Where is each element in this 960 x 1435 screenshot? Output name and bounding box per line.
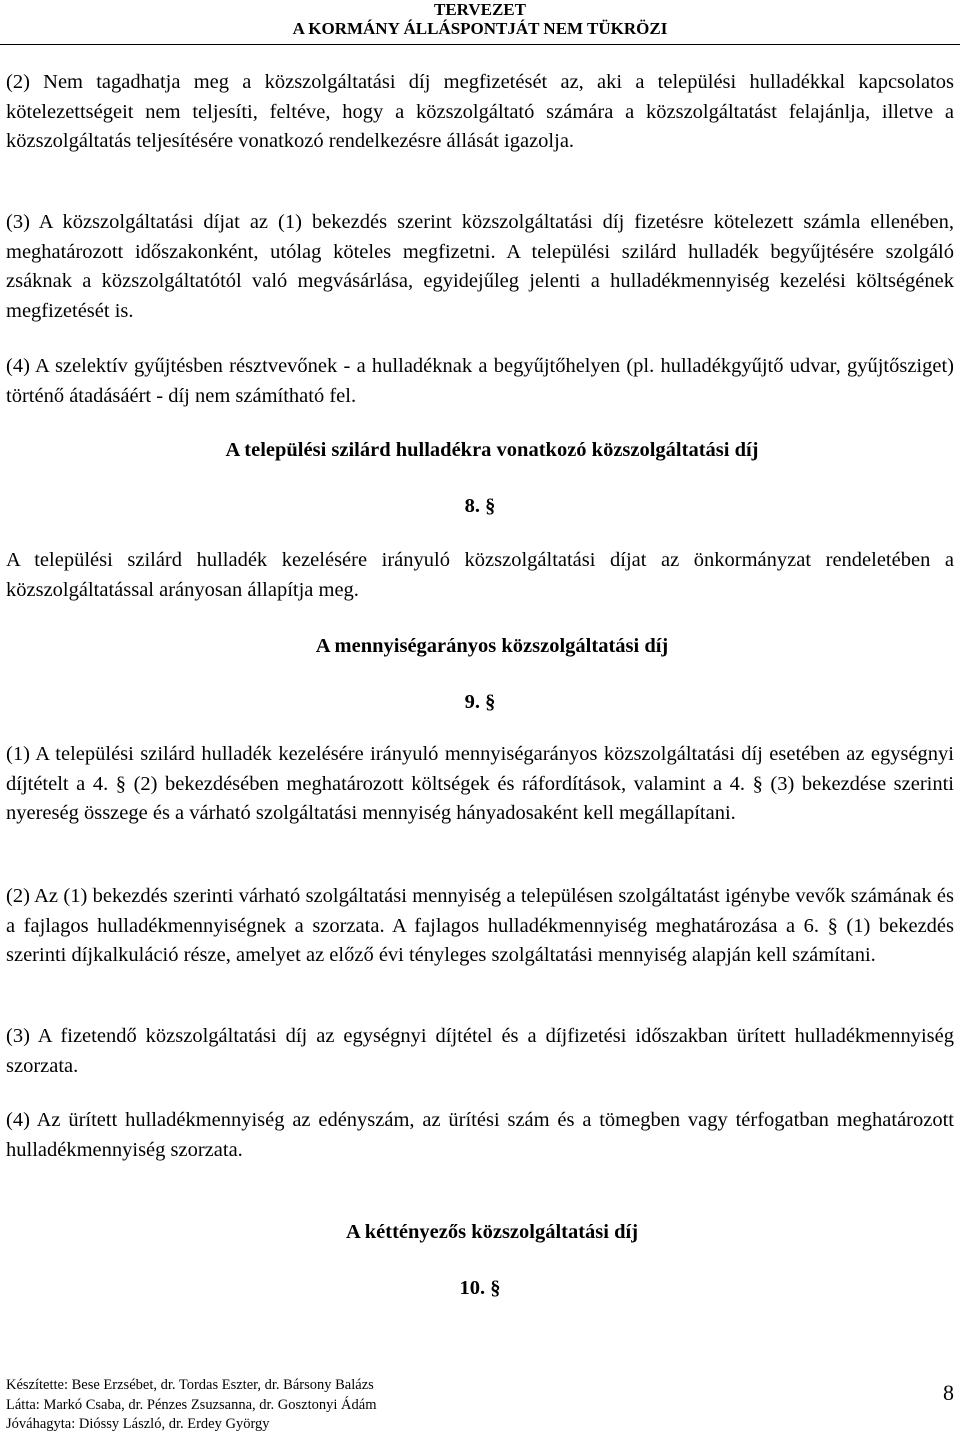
paragraph-9-1: (1) A települési szilárd hulladék kezelésére irányuló mennyiségarányos közszolgáltatási díj esetében az egységnyi díjtételt a 4. § (2) bekezdésében meghatározott költségek és ráfordítások, valamint a 4. § (3) bekezdése szerinti nyereség összege és a várható szolgáltatási mennyiség hányadosaként kell megállapítani. xyxy=(6,743,954,824)
paragraph-9-3: (3) A fizetendő közszolgáltatási díj az egységnyi díjtétel és a díjfizetési időszakban ürített hulladékmennyiség szorzata. xyxy=(6,1025,954,1077)
footer-reviewed-by: Látta: Markó Csaba, dr. Pénzes Zsuzsanna, dr. Gosztonyi Ádám xyxy=(6,1396,377,1413)
footer-approved-by: Jóváhagyta: Dióssy László, dr. Erdey György xyxy=(6,1416,270,1432)
document-footer xyxy=(6,1376,376,1435)
paragraph-7-4: (4) A szelektív gyűjtésben résztvevőnek - a hulladéknak a begyűjtőhelyen (pl. hulladékgyűjtő udvar, gyűjtősziget) történő átadásáért - díj nem számítható fel. xyxy=(6,355,954,407)
paragraph-8: A települési szilárd hulladék kezelésére irányuló közszolgáltatási díjat az önkormányzat rendeletében a közszolgáltatással arányosan állapítja meg. xyxy=(6,549,954,601)
paragraph-9-4: (4) Az ürített hulladékmennyiség az edényszám, az ürítési szám és a tömegben vagy térfogatban meghatározott hulladékmennyiség szorzata. xyxy=(6,1109,954,1161)
header-divider xyxy=(0,44,960,45)
heading-section-9: A mennyiségarányos közszolgáltatási díj xyxy=(315,635,669,657)
section-8-number: 8. § xyxy=(464,495,496,517)
section-10-number: 10. § xyxy=(459,1277,501,1299)
paragraph-7-3: (3) A közszolgáltatási díjat az (1) bekezdés szerint közszolgáltatási díj fizetésre kötelezett számla ellenében, meghatározott időszakonként, utólag köteles megfizetni. A települési szilárd hulladék begyűjtésére szolgáló zsáknak a közszolgáltatótól való megvásárlása, egyidejűleg jelenti a hulladékmennyiség kezelési költségének megfizetését is. xyxy=(6,211,954,322)
page-number: 8 xyxy=(943,1380,954,1405)
paragraph-9-2: (2) Az (1) bekezdés szerinti várható szolgáltatási mennyiség a településen szolgáltatást igénybe vevők számának és a fajlagos hulladékmennyiségnek a szorzata. A fajlagos hulladékmennyiség meghatározása a 6. § (1) bekezdés szerinti díjkalkuláció része, amelyet az előző évi tényleges szolgáltatási mennyiség alapján kell számítani. xyxy=(6,885,954,966)
footer-prepared-by: Készítette: Bese Erzsébet, dr. Tordas Eszter, dr. Bársony Balázs xyxy=(6,1377,374,1393)
section-9-number: 9. § xyxy=(464,691,496,713)
draft-label: TERVEZET xyxy=(434,0,526,19)
paragraph-7-2: (2) Nem tagadhatja meg a közszolgáltatási díj megfizetését az, aki a települési hulladékkal kapcsolatos kötelezettségeit nem teljesíti, feltéve, hogy a közszolgáltató számára a közszolgáltatást felajánlja, illetve a közszolgáltatás teljesítésére vonatkozó rendelkezésre állását igazolja. xyxy=(6,71,954,152)
disclaimer-label: A KORMÁNY ÁLLÁSPONTJÁT NEM TÜKRÖZI xyxy=(292,19,668,38)
heading-section-10: A kéttényezős közszolgáltatási díj xyxy=(345,1221,639,1243)
heading-section-8: A települési szilárd hulladékra vonatkozó közszolgáltatási díj xyxy=(225,439,759,461)
